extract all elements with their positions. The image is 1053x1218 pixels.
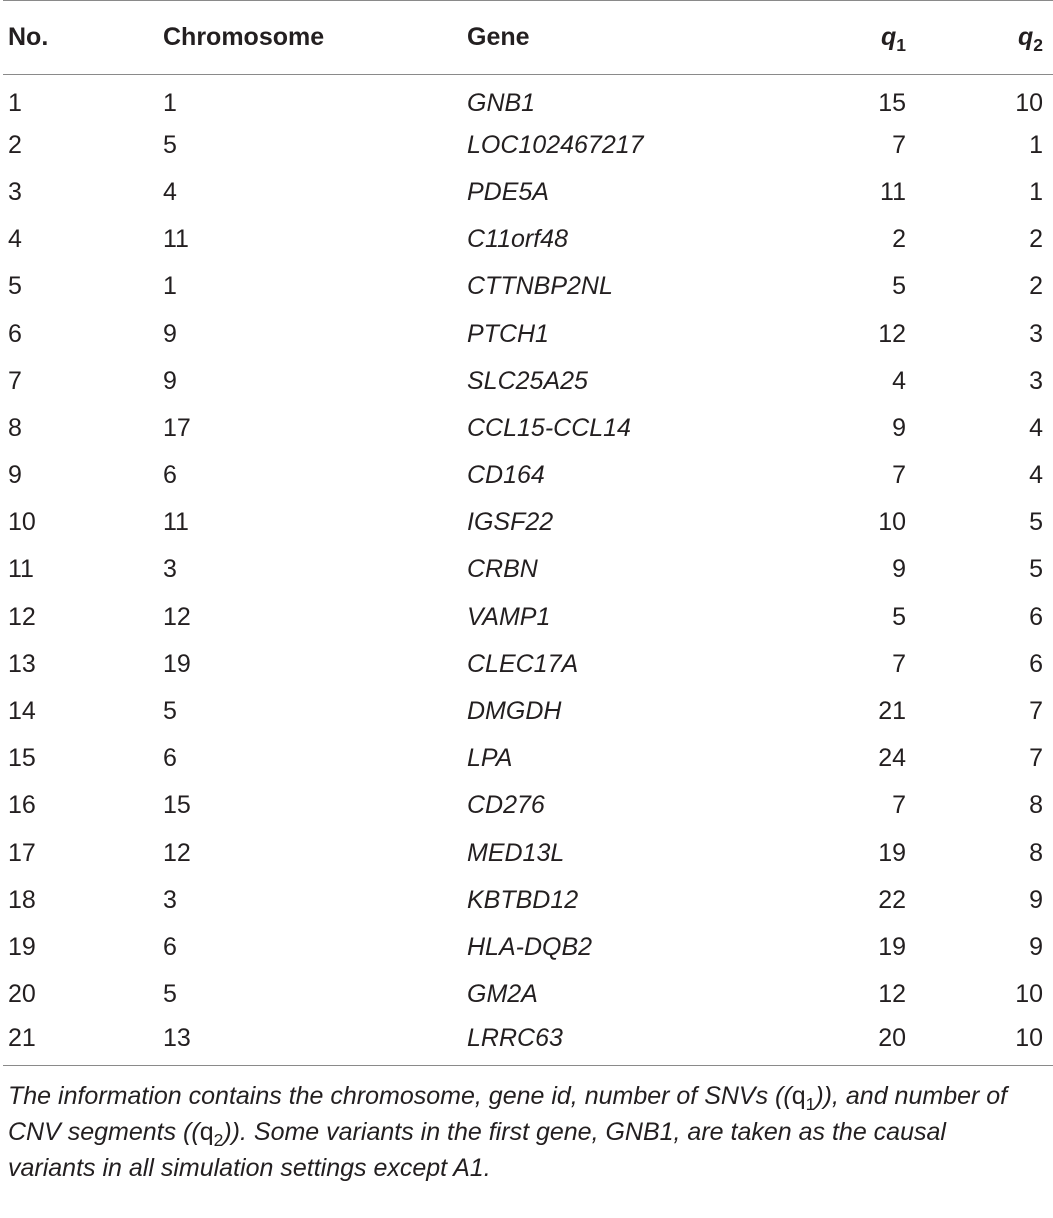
- cell-no: 1: [8, 88, 22, 117]
- header-q1-base: q: [880, 23, 897, 51]
- cell-gene: LRRC63: [467, 1024, 563, 1053]
- header-q2-sub: 2: [1033, 35, 1043, 56]
- cell-q2: 10: [1015, 1024, 1043, 1053]
- caption-part1: The information contains the chromosome, gene id, number of SNVs ((: [8, 1081, 792, 1110]
- cell-no: 2: [8, 130, 22, 159]
- header-q1-sub: 1: [896, 35, 906, 56]
- cell-chromosome: 1: [163, 272, 177, 301]
- cell-q1: 20: [878, 1024, 906, 1053]
- gene-table: [3, 0, 1053, 1066]
- cell-q1: 22: [878, 885, 906, 914]
- cell-gene: CD276: [467, 791, 545, 820]
- table-row: [3, 499, 1053, 546]
- cell-q2: 10: [1015, 88, 1043, 117]
- cell-q1: 24: [878, 744, 906, 773]
- cell-chromosome: 6: [163, 932, 177, 961]
- caption-q1-base: q: [791, 1081, 806, 1110]
- cell-q1: 7: [892, 130, 906, 159]
- cell-q2: 3: [1029, 319, 1043, 348]
- cell-no: 14: [8, 697, 36, 726]
- table-row: [3, 971, 1053, 1018]
- cell-no: 7: [8, 366, 22, 395]
- table-row: [3, 216, 1053, 263]
- cell-q2: 7: [1029, 697, 1043, 726]
- cell-chromosome: 6: [163, 744, 177, 773]
- cell-no: 19: [8, 932, 36, 961]
- table-row: [3, 641, 1053, 688]
- header-chromosome: Chromosome: [163, 23, 325, 51]
- cell-chromosome: 4: [163, 177, 177, 206]
- cell-chromosome: 11: [163, 225, 189, 254]
- cell-chromosome: 6: [163, 461, 177, 490]
- table-row: [3, 75, 1053, 122]
- cell-q1: 15: [878, 88, 906, 117]
- cell-q2: 7: [1029, 744, 1043, 773]
- table-body: [3, 75, 1053, 1066]
- cell-gene: CLEC17A: [467, 649, 579, 678]
- cell-gene: CRBN: [467, 555, 538, 584]
- table-row: [3, 782, 1053, 829]
- cell-q1: 4: [892, 366, 906, 395]
- cell-no: 16: [8, 791, 36, 820]
- cell-no: 9: [8, 461, 22, 490]
- cell-chromosome: 5: [163, 130, 177, 159]
- cell-q2: 5: [1029, 555, 1043, 584]
- table-row: [3, 830, 1053, 877]
- cell-no: 8: [8, 413, 22, 442]
- cell-q2: 1: [1029, 177, 1043, 206]
- header-gene: Gene: [467, 23, 530, 51]
- header-q2: [906, 1, 1053, 75]
- cell-no: 5: [8, 272, 22, 301]
- cell-gene: GNB1: [467, 88, 536, 117]
- cell-q1: 2: [892, 225, 906, 254]
- caption-q2: [199, 1117, 224, 1151]
- cell-chromosome: 9: [163, 366, 177, 395]
- table-row: [3, 452, 1053, 499]
- cell-gene: MED13L: [467, 838, 565, 867]
- table-header: [3, 1, 1053, 75]
- cell-chromosome: 17: [163, 413, 191, 442]
- table-row: [3, 877, 1053, 924]
- caption-q2-base: q: [199, 1117, 214, 1146]
- table-row: [3, 122, 1053, 169]
- cell-q2: 9: [1029, 932, 1043, 961]
- header-no: No.: [8, 23, 49, 51]
- cell-q2: 2: [1029, 225, 1043, 254]
- table-row: [3, 263, 1053, 310]
- table-row: [3, 924, 1053, 971]
- cell-q1: 19: [878, 838, 906, 867]
- cell-gene: C11orf48: [467, 225, 568, 254]
- cell-no: 18: [8, 885, 36, 914]
- cell-gene: CCL15-CCL14: [467, 413, 631, 442]
- cell-no: 12: [8, 602, 36, 631]
- cell-chromosome: 1: [163, 88, 177, 117]
- cell-q1: 7: [892, 649, 906, 678]
- cell-q1: 7: [892, 461, 906, 490]
- table-row: [3, 735, 1053, 782]
- table-caption: [8, 1078, 1033, 1186]
- cell-q1: 5: [892, 602, 906, 631]
- header-q2-base: q: [1017, 23, 1034, 51]
- cell-gene: CD164: [467, 461, 545, 490]
- cell-gene: VAMP1: [467, 602, 551, 631]
- cell-q2: 1: [1029, 130, 1043, 159]
- cell-chromosome: 3: [163, 885, 177, 914]
- cell-no: 20: [8, 980, 36, 1009]
- table-row: [3, 405, 1053, 452]
- cell-chromosome: 11: [163, 508, 189, 537]
- cell-no: 3: [8, 177, 22, 206]
- table-row: [3, 594, 1053, 641]
- cell-q2: 6: [1029, 649, 1043, 678]
- cell-q1: 12: [878, 980, 906, 1009]
- cell-q2: 4: [1029, 413, 1043, 442]
- cell-no: 13: [8, 649, 36, 678]
- cell-q1: 9: [892, 555, 906, 584]
- cell-gene: DMGDH: [467, 697, 562, 726]
- caption-q1: [791, 1081, 816, 1115]
- cell-no: 15: [8, 744, 36, 773]
- header-q1: [837, 1, 906, 75]
- cell-gene: GM2A: [467, 980, 538, 1009]
- cell-q2: 4: [1029, 461, 1043, 490]
- cell-q2: 9: [1029, 885, 1043, 914]
- caption-q1-sub: 1: [805, 1094, 816, 1115]
- cell-q2: 2: [1029, 272, 1043, 301]
- cell-no: 10: [8, 508, 36, 537]
- cell-q1: 9: [892, 413, 906, 442]
- cell-chromosome: 19: [163, 649, 191, 678]
- cell-gene: KBTBD12: [467, 885, 579, 914]
- cell-gene: LPA: [467, 744, 513, 773]
- table-row: [3, 1018, 1053, 1065]
- table-row: [3, 310, 1053, 357]
- cell-gene: PDE5A: [467, 177, 549, 206]
- table-row: [3, 169, 1053, 216]
- cell-chromosome: 9: [163, 319, 177, 348]
- cell-q2: 3: [1029, 366, 1043, 395]
- cell-no: 4: [8, 225, 22, 254]
- cell-chromosome: 5: [163, 980, 177, 1009]
- table-row: [3, 688, 1053, 735]
- cell-q1: 21: [878, 697, 906, 726]
- cell-q1: 5: [892, 272, 906, 301]
- cell-gene: IGSF22: [467, 508, 554, 537]
- cell-gene: LOC102467217: [467, 130, 644, 159]
- cell-q2: 10: [1015, 980, 1043, 1009]
- cell-gene: PTCH1: [467, 319, 549, 348]
- cell-q1: 11: [880, 177, 906, 206]
- cell-gene: CTTNBP2NL: [467, 272, 613, 301]
- cell-gene: HLA-DQB2: [467, 932, 593, 961]
- cell-q1: 7: [892, 791, 906, 820]
- caption-part3: )). Some variants in the first gene, GNB1, are taken as the causal variants in all simulation settings except A1.: [8, 1117, 946, 1182]
- cell-chromosome: 12: [163, 838, 191, 867]
- cell-q1: 19: [878, 932, 906, 961]
- cell-q1: 10: [878, 508, 906, 537]
- cell-q1: 12: [878, 319, 906, 348]
- table-row: [3, 358, 1053, 405]
- cell-gene: SLC25A25: [467, 366, 588, 395]
- cell-chromosome: 3: [163, 555, 177, 584]
- cell-no: 11: [8, 555, 34, 584]
- cell-q2: 5: [1029, 508, 1043, 537]
- cell-no: 21: [8, 1024, 36, 1053]
- table-row: [3, 546, 1053, 593]
- cell-no: 6: [8, 319, 22, 348]
- cell-q2: 8: [1029, 791, 1043, 820]
- cell-chromosome: 13: [163, 1024, 191, 1053]
- caption-part2: )), and number of CNV segments ((: [8, 1081, 1008, 1146]
- cell-chromosome: 5: [163, 697, 177, 726]
- cell-q2: 6: [1029, 602, 1043, 631]
- caption-q2-sub: 2: [213, 1130, 224, 1151]
- cell-chromosome: 12: [163, 602, 191, 631]
- cell-chromosome: 15: [163, 791, 191, 820]
- cell-no: 17: [8, 838, 36, 867]
- header-row: [3, 1, 1053, 75]
- cell-q2: 8: [1029, 838, 1043, 867]
